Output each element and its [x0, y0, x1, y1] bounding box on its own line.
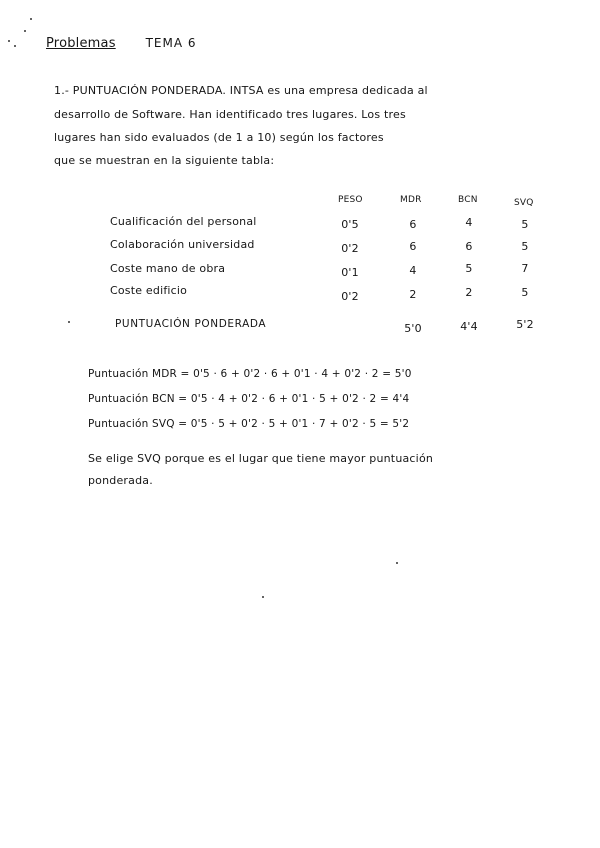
- calculation-line-mdr: Puntuación MDR = 0'5 · 6 + 0'2 · 6 + 0'1 · 4 + 0'2 · 2 = 5'0: [88, 368, 412, 380]
- table-row-label: Colaboración universidad: [110, 238, 255, 251]
- table-cell: 4: [465, 216, 473, 229]
- table-cell: 5: [521, 218, 529, 231]
- table-cell: 0'5: [341, 218, 359, 231]
- pen-mark: [24, 30, 26, 32]
- table-cell: 6: [409, 218, 417, 231]
- conclusion-line: ponderada.: [88, 474, 153, 487]
- weighted-score-svq: 5'2: [516, 318, 534, 331]
- column-header-mdr: MDR: [400, 195, 422, 205]
- page-topic: TEMA 6: [145, 36, 197, 50]
- problem-line: 1.- PUNTUACIÓN PONDERADA. INTSA es una empresa dedicada al: [54, 84, 428, 97]
- calculation-line-svq: Puntuación SVQ = 0'5 · 5 + 0'2 · 5 + 0'1 · 7 + 0'2 · 5 = 5'2: [88, 418, 410, 430]
- weighted-score-mdr: 5'0: [404, 322, 422, 335]
- table-cell: 5: [465, 262, 473, 275]
- pen-mark: [30, 18, 32, 20]
- pen-mark: [396, 562, 398, 564]
- pen-mark: [262, 596, 264, 598]
- column-header-peso: PESO: [338, 195, 363, 205]
- table-cell: 7: [521, 262, 529, 275]
- table-cell: 0'2: [341, 242, 359, 255]
- table-cell: 2: [465, 286, 473, 299]
- pen-mark: [14, 45, 16, 47]
- column-header-svq: SVQ: [514, 198, 534, 208]
- table-cell: 0'2: [341, 290, 359, 303]
- page-title: Problemas: [46, 36, 116, 51]
- weighted-score-bcn: 4'4: [460, 320, 478, 333]
- column-header-bcn: BCN: [458, 195, 478, 205]
- weighted-score-label: PUNTUACIÓN PONDERADA: [115, 318, 267, 330]
- problem-line: desarrollo de Software. Han identificado tres lugares. Los tres: [54, 108, 406, 121]
- problem-line: lugares han sido evaluados (de 1 a 10) según los factores: [54, 131, 384, 144]
- table-row-label: Cualificación del personal: [110, 215, 257, 228]
- table-cell: 5: [521, 240, 529, 253]
- table-cell: 6: [465, 240, 473, 253]
- calculation-line-bcn: Puntuación BCN = 0'5 · 4 + 0'2 · 6 + 0'1 · 5 + 0'2 · 2 = 4'4: [88, 393, 410, 405]
- page-header: [46, 36, 197, 51]
- table-cell: 4: [409, 264, 417, 277]
- pen-mark: [68, 321, 70, 323]
- table-row-label: Coste edificio: [110, 284, 188, 297]
- table-cell: 0'1: [341, 266, 359, 279]
- table-cell: 6: [409, 240, 417, 253]
- conclusion-line: Se elige SVQ porque es el lugar que tiene mayor puntuación: [88, 452, 434, 465]
- problem-line: que se muestran en la siguiente tabla:: [54, 154, 275, 167]
- table-cell: 5: [521, 286, 529, 299]
- pen-mark: [8, 40, 10, 42]
- table-cell: 2: [409, 288, 417, 301]
- table-row-label: Coste mano de obra: [110, 262, 226, 275]
